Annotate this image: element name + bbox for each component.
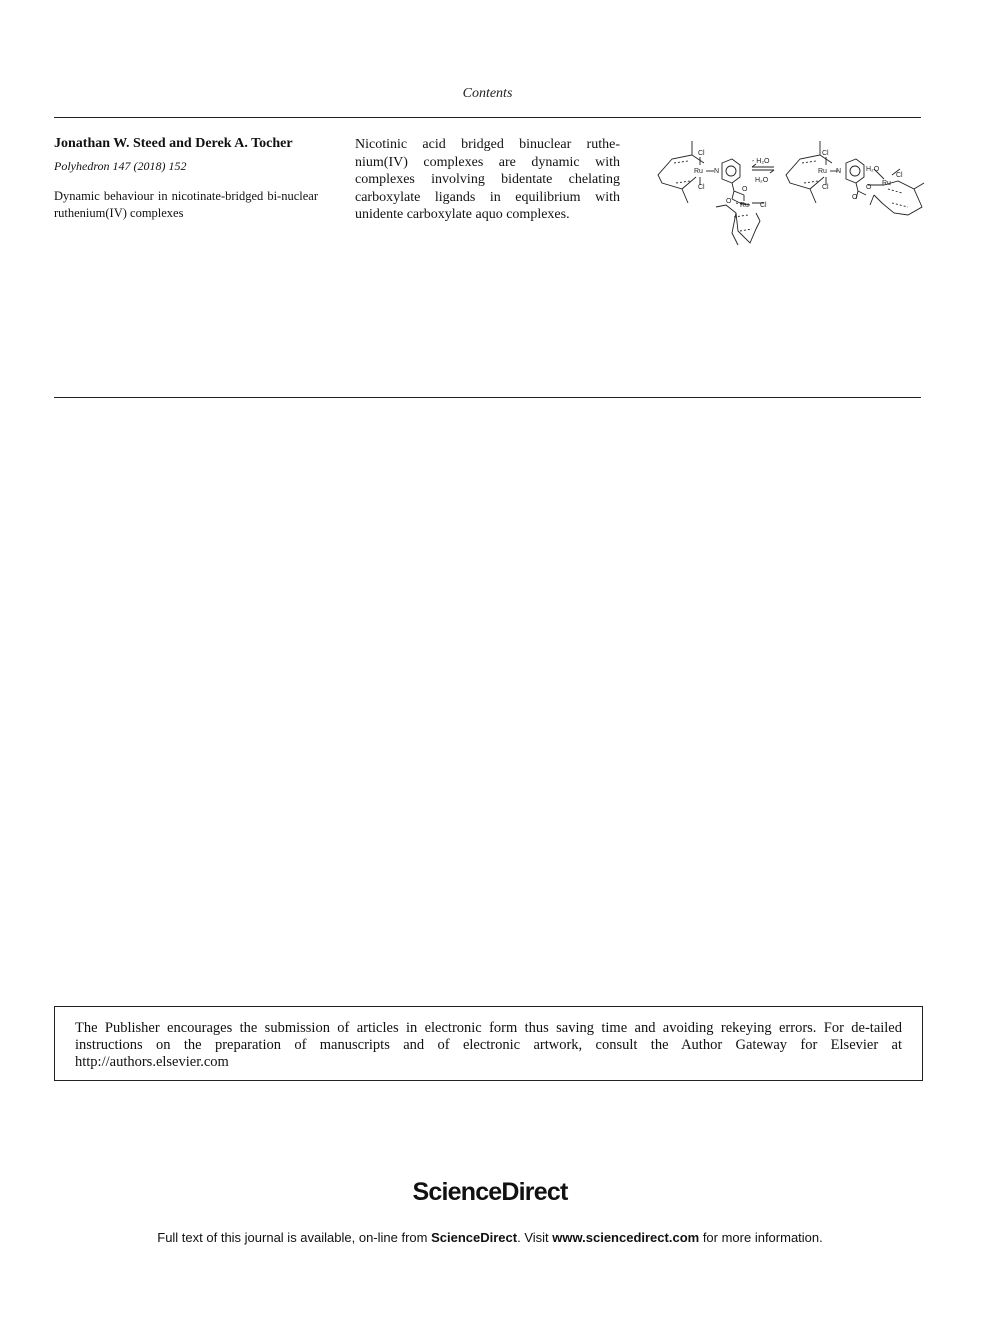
scheme-label-o: O — [726, 198, 732, 205]
scheme-label-water: H₂O — [755, 177, 769, 184]
scheme-label-cl: Cl — [822, 184, 829, 191]
scheme-label-cl: Cl — [822, 150, 829, 157]
publisher-notice-text: The Publisher encourages the submission of articles in electronic form thus saving time and avoiding rekeying errors. For de-tailed instructions on the preparation of manuscripts and of electronic artwork, consult the Author Gateway for Elsevier at http://authors.elsevier.com — [75, 1020, 902, 1070]
footer-url-link[interactable]: www.sciencedirect.com — [552, 1230, 700, 1245]
article-authors[interactable]: Jonathan W. Steed and Derek A. Tocher — [54, 136, 293, 151]
scheme-label-water: H₂O — [866, 166, 880, 173]
article-citation[interactable]: Polyhedron 147 (2018) 152 — [54, 159, 187, 173]
footer-brand: ScienceDirect — [431, 1230, 518, 1245]
top-divider — [54, 117, 921, 118]
footer-text-before: Full text of this journal is available, on-line from — [157, 1230, 432, 1245]
scheme-label-minus-water: - H₂O — [752, 158, 770, 165]
graphical-abstract-scheme — [652, 133, 928, 253]
bottom-divider — [54, 397, 921, 398]
sciencedirect-logo[interactable]: ScienceDirect — [412, 1178, 568, 1206]
article-abstract: Nicotinic acid bridged binuclear ruthe-nium(IV) complexes are dynamic with complexes involving bidentate chelating carboxylate ligands in equilibrium with unidente carboxylate aquo complexes. — [355, 137, 620, 222]
scheme-label-n: N — [836, 168, 842, 175]
footer-text-middle: . Visit — [517, 1230, 553, 1245]
scheme-label-ru: Ru — [882, 180, 891, 187]
scheme-label-o: O — [742, 186, 748, 193]
footer-text-after: for more information. — [699, 1230, 823, 1245]
contents-heading: Contents — [462, 86, 513, 101]
scheme-label-cl: Cl — [896, 172, 903, 179]
scheme-label-o: O — [852, 194, 858, 201]
scheme-label-o: O — [866, 184, 872, 191]
scheme-label-ru: Ru — [740, 202, 749, 209]
scheme-label-ru: Ru — [694, 168, 703, 175]
scheme-label-n: N — [714, 168, 720, 175]
publisher-notice-box — [54, 1006, 923, 1081]
footer-availability-line — [0, 1230, 980, 1245]
scheme-label-cl: Cl — [698, 150, 705, 157]
scheme-label-cl: Cl — [760, 202, 767, 209]
scheme-label-ru: Ru — [818, 168, 827, 175]
scheme-label-cl: Cl — [698, 184, 705, 191]
article-title[interactable]: Dynamic behaviour in nicotinate-bridged bi-nuclear ruthenium(IV) complexes — [54, 189, 318, 220]
